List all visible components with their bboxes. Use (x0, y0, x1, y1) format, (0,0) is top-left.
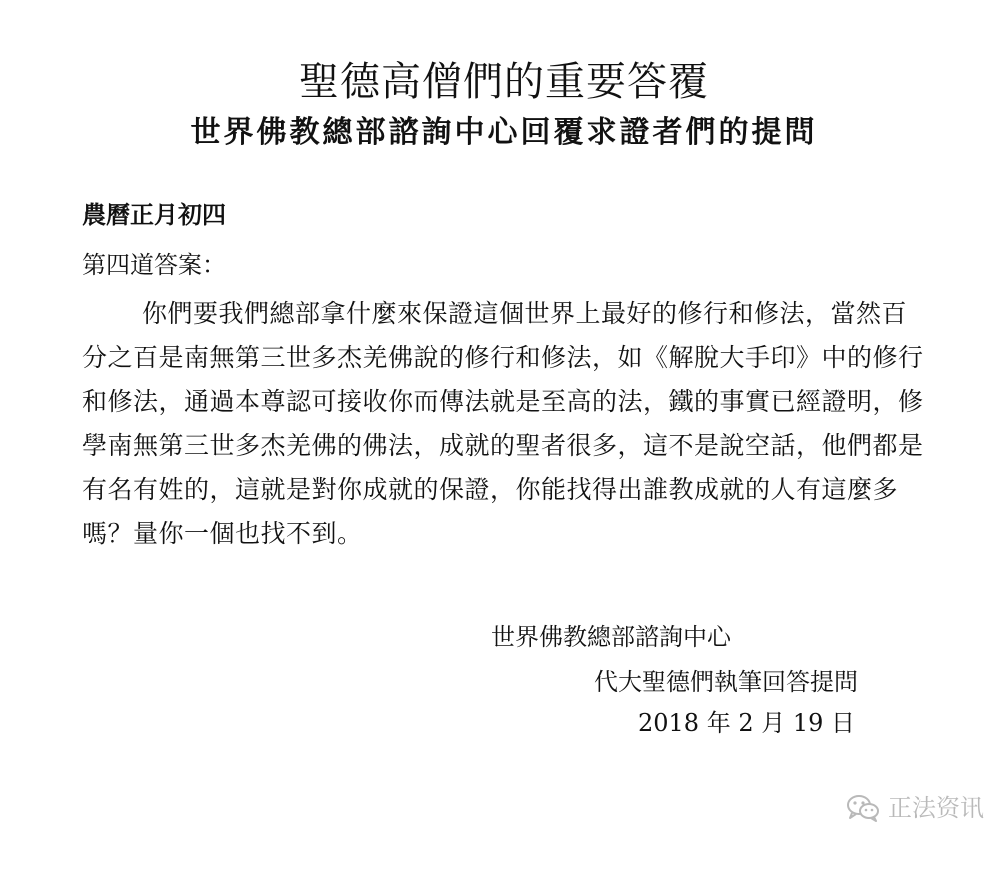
paragraph-line: 你們要我們總部拿什麼來保證這個世界上最好的修行和修法，當然百 (142, 299, 908, 328)
document-title: 聖德高僧們的重要答覆 (299, 59, 709, 105)
watermark (846, 792, 984, 824)
paragraph-line: 嗎？量你一個也找不到。 (82, 519, 363, 548)
answer-heading: 第四道答案： (82, 251, 226, 279)
wechat-icon (846, 794, 880, 822)
signature-role: 代大聖德們執筆回答提問 (594, 668, 858, 696)
paragraph-line: 和修法，通過本尊認可接收你而傳法就是至高的法，鐵的事實已經證明，修 (82, 387, 924, 416)
answer-paragraph (82, 292, 924, 556)
signature-date: 2018 年 2 月 19 日 (638, 709, 856, 737)
lunar-date-heading: 農曆正月初四 (82, 200, 226, 229)
watermark-text: 正法资讯 (888, 794, 984, 822)
paragraph-line: 分之百是南無第三世多杰羌佛說的修行和修法，如《解脫大手印》中的修行 (82, 343, 924, 372)
signature-organization: 世界佛教總部諮詢中心 (491, 623, 731, 651)
paragraph-line: 學南無第三世多杰羌佛的佛法，成就的聖者很多，這不是說空話，他們都是 (82, 431, 924, 460)
paragraph-line: 有名有姓的，這就是對你成就的保證，你能找得出誰教成就的人有這麼多 (82, 475, 899, 504)
document-subtitle: 世界佛教總部諮詢中心回覆求證者們的提問 (190, 115, 818, 150)
